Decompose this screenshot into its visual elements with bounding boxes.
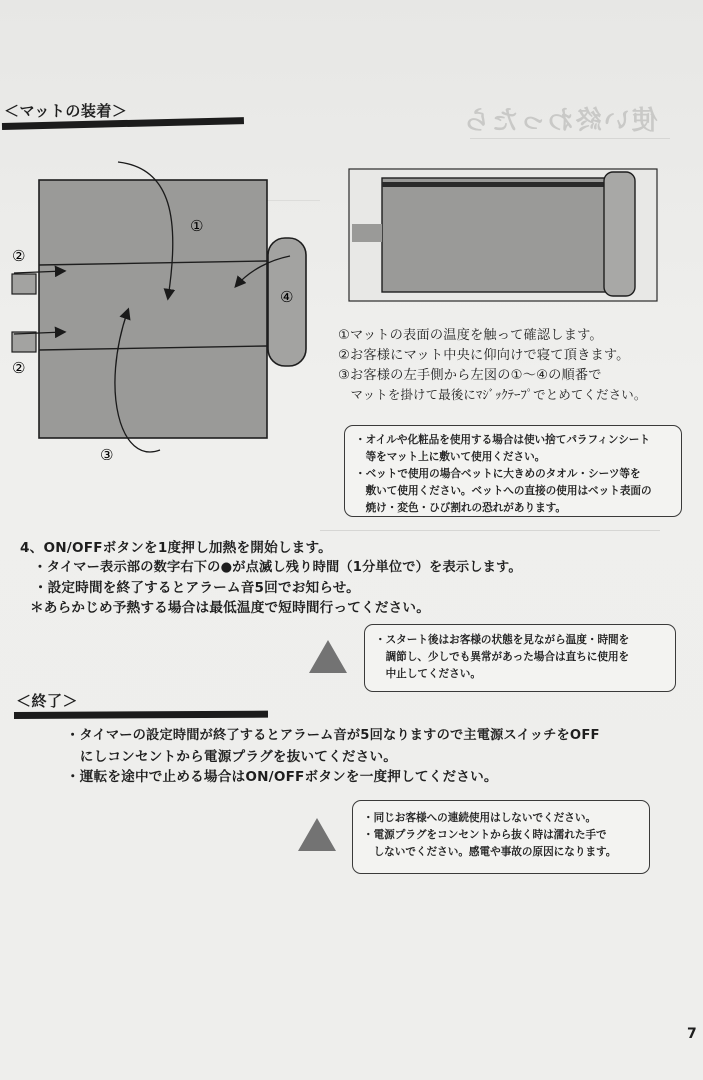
mat-tab	[12, 332, 36, 352]
note-line: ・オイルや化粧品を使用する場合は使い捨てパラフィンシート	[355, 434, 650, 446]
heating-step: ・タイマー表示部の数字右下の●が点滅し残り時間（1分単位で）を表示します。	[20, 560, 522, 575]
note-line: 敷いて使用ください。ベットへの直接の使用はベット表面の	[355, 485, 652, 497]
label-4: ④	[280, 288, 294, 306]
warning-line: 調節し、少しでも異常があった場合は直ちに使用を	[375, 651, 630, 663]
page-number: 7	[687, 1026, 697, 1042]
step-line: マットを掛けて最後にﾏｼﾞｯｸﾃｰﾌﾟでとめてください。	[338, 387, 647, 402]
warning-line: ・同じお客様への連続使用はしないでください。	[363, 812, 597, 824]
show-through-line	[320, 530, 660, 531]
show-through-line	[470, 138, 670, 139]
folded-tab	[352, 224, 382, 242]
section-heading-end: ＜終了＞	[16, 692, 79, 710]
heading-underline	[14, 711, 268, 719]
label-3: ③	[100, 446, 114, 460]
warning-note	[364, 624, 676, 692]
heating-step: ＊あらかじめ予熱する場合は最低温度で短時間行ってください。	[30, 600, 431, 616]
folded-flap	[604, 172, 635, 296]
warning-triangle-icon	[298, 818, 336, 851]
mat-edge-band	[382, 182, 626, 187]
end-step: にしコンセントから電源プラグを抜いてください。	[66, 749, 398, 765]
step-line: ②お客様にマット中央に仰向けで寝て頂きます。	[338, 348, 630, 363]
folded-mat	[382, 178, 626, 292]
label-1: ①	[190, 217, 204, 235]
caution-note	[344, 425, 682, 517]
warning-note	[352, 800, 650, 874]
note-line: 焼け・変色・ひび割れの恐れがあります。	[355, 502, 567, 514]
mat-attachment-diagram	[0, 160, 330, 460]
label-2-top: ②	[12, 247, 26, 265]
mat-body	[39, 180, 267, 438]
warning-triangle-icon	[309, 640, 347, 673]
folded-mat-diagram	[348, 166, 668, 306]
end-step: ・運転を途中で止める場合はON/OFFボタンを一度押してください。	[66, 769, 498, 785]
step-line: ③お客様の左手側から左図の①～④の順番で	[338, 368, 602, 383]
heating-step: 4、ON/OFFボタンを1度押し加熱を開始します。	[20, 540, 332, 556]
end-step: ・タイマーの設定時間が終了するとアラーム音が5回なりますので主電源スイッチをOFF	[66, 728, 600, 743]
step-line: ①マットの表面の温度を触って確認します。	[338, 328, 603, 343]
warning-line: ・スタート後はお客様の状態を見ながら温度・時間を	[375, 634, 630, 646]
label-2-bottom: ②	[12, 359, 26, 377]
section-heading-mat: ＜マットの装着＞	[4, 102, 128, 120]
warning-line: ・電源プラグをコンセントから抜く時は濡れた手で	[363, 829, 607, 841]
mat-tab	[12, 274, 36, 294]
note-line: 等をマット上に敷いて使用ください。	[355, 451, 546, 463]
note-line: ・ベットで使用の場合ベットに大きめのタオル・シーツ等を	[355, 468, 641, 480]
warning-line: しないでください。感電や事故の原因になります。	[363, 846, 617, 858]
show-through-artifact: 使い終わったら	[462, 106, 658, 136]
warning-line: 中止してください。	[375, 668, 481, 680]
heating-step: ・設定時間を終了するとアラーム音5回でお知らせ。	[20, 580, 360, 596]
